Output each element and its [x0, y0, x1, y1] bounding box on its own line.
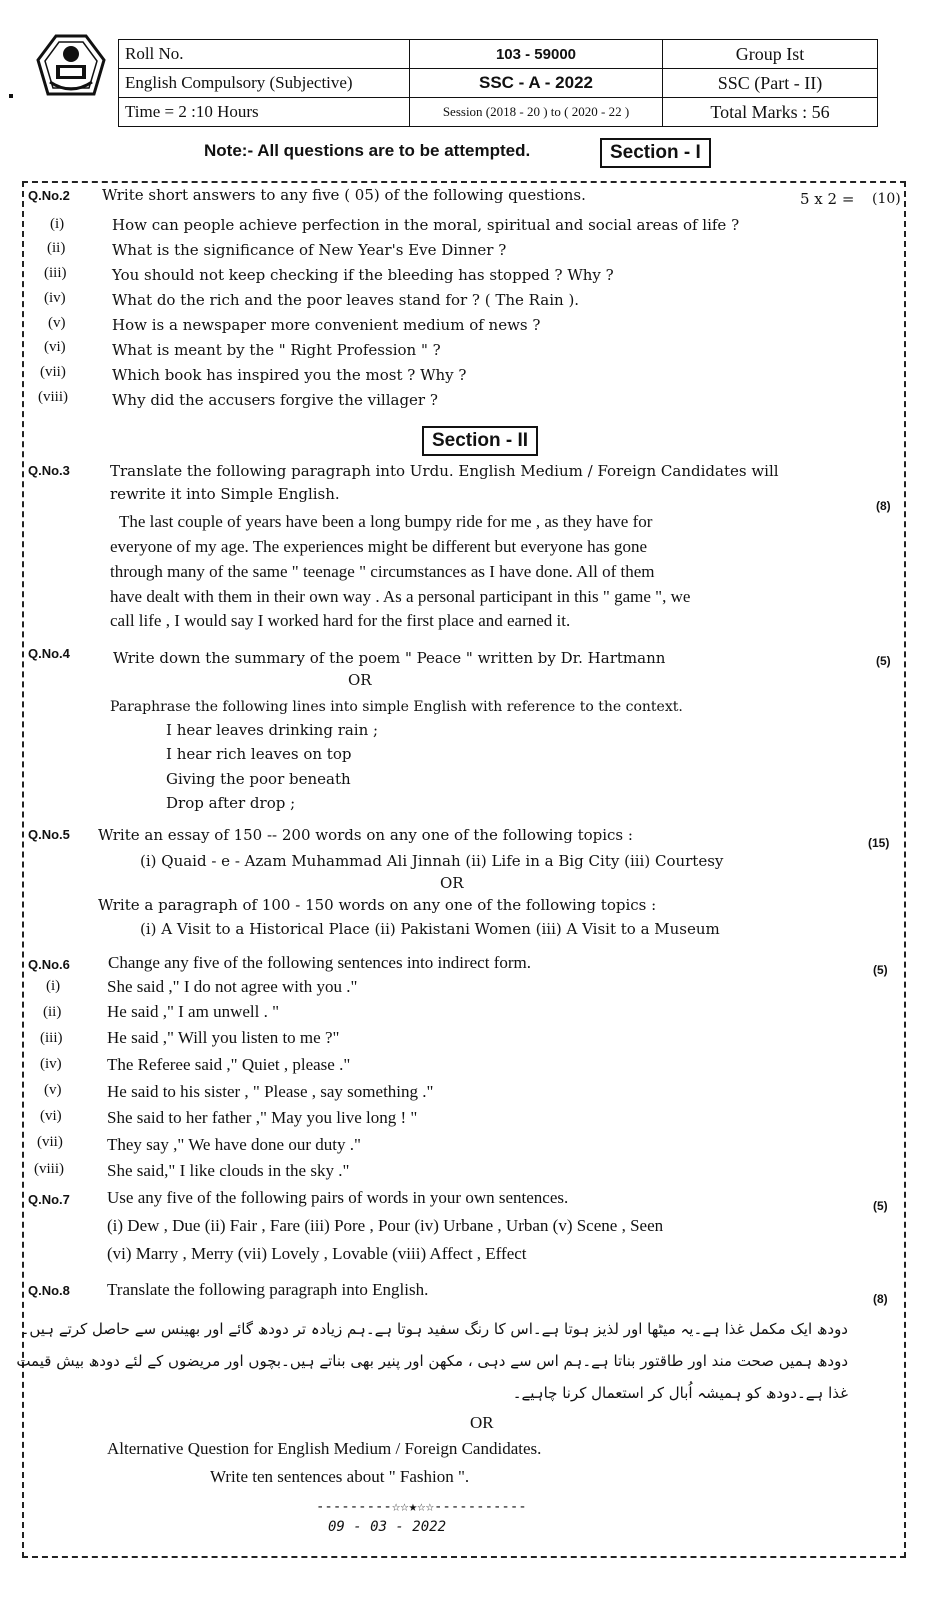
q6-item-text: She said to her father ," May you live long ! ": [107, 1108, 418, 1127]
q3-instruction-2: rewrite it into Simple English.: [110, 485, 340, 503]
q2-item-number: (iv): [44, 290, 66, 306]
q7-marks: (5): [873, 1199, 888, 1213]
q3-paragraph-line: call life , I would say I worked hard for the first place and earned it.: [110, 611, 571, 630]
q7-instruction: Use any five of the following pairs of words in your own sentences.: [107, 1188, 569, 1207]
q2-item-text: How is a newspaper more convenient medium of news ?: [112, 316, 541, 334]
q2-item-number: (viii): [38, 389, 68, 405]
q6-item-number: (vii): [37, 1134, 63, 1150]
poem-line: I hear leaves drinking rain ;: [166, 721, 379, 739]
subject-label: English Compulsory (Subjective): [119, 69, 410, 98]
q6-item-text: He said ," I am unwell . ": [107, 1002, 280, 1021]
q6-item-number: (iv): [40, 1056, 62, 1072]
q7-number: Q.No.7: [28, 1192, 70, 1207]
q4-marks: (5): [876, 654, 891, 668]
q6-instruction: Change any five of the following sentences into indirect form.: [108, 953, 531, 972]
q2-marks: (10): [872, 191, 901, 207]
q2-item-text: What is meant by the " Right Profession " ?: [112, 341, 441, 359]
total-marks: Total Marks : 56: [663, 98, 878, 127]
q2-item-number: (iii): [44, 265, 67, 281]
roll-label: Roll No.: [119, 40, 410, 69]
q3-number: Q.No.3: [28, 463, 70, 478]
q7-pairs-2: (vi) Marry , Merry (vii) Lovely , Lovable (viii) Affect , Effect: [107, 1244, 527, 1263]
q4-number: Q.No.4: [28, 646, 70, 661]
q2-item-text: How can people achieve perfection in the moral, spiritual and social areas of life ?: [112, 216, 740, 234]
q3-marks: (8): [876, 499, 891, 513]
urdu-paragraph-line: دودھ ہمیں صحت مند اور طاقتور بناتا ہے۔ہم اس سے دہی ، مکھن اور پنیر بھی بناتے ہیں۔بچوں اور مریضوں کے لئے دودھ بیش قیمت: [16, 1352, 848, 1370]
q6-item-number: (ii): [43, 1004, 62, 1020]
q2-item-text: What is the significance of New Year's Eve Dinner ?: [112, 241, 507, 259]
q3-instruction: Translate the following paragraph into Urdu. English Medium / Foreign Candidates will: [110, 462, 779, 480]
q4-instruction-2: Paraphrase the following lines into simple English with reference to the context.: [110, 699, 683, 715]
q2-item-text: What do the rich and the poor leaves stand for ? ( The Rain ).: [112, 291, 580, 309]
q3-paragraph-line: The last couple of years have been a long bumpy ride for me , as they have for: [119, 512, 653, 531]
q3-paragraph-line: through many of the same " teenage " circumstances as I have done. All of them: [110, 562, 655, 581]
q2-item-number: (v): [48, 315, 66, 331]
q4-instruction: Write down the summary of the poem " Peace " written by Dr. Hartmann: [113, 649, 666, 667]
q8-or: OR: [470, 1413, 494, 1432]
q8-alternative-2: Write ten sentences about " Fashion ".: [210, 1467, 470, 1486]
q5-number: Q.No.5: [28, 827, 70, 842]
q8-marks: (8): [873, 1292, 888, 1306]
group-label: Group Ist: [663, 40, 878, 69]
q6-item-number: (viii): [34, 1161, 64, 1177]
q8-instruction: Translate the following paragraph into English.: [107, 1280, 429, 1299]
q3-paragraph-line: everyone of my age. The experiences might be different but everyone has gone: [110, 537, 648, 556]
part-label: SSC (Part - II): [663, 69, 878, 98]
q2-item-number: (vii): [40, 364, 66, 380]
time-label: Time = 2 :10 Hours: [119, 98, 410, 127]
q2-item-number: (vi): [44, 339, 66, 355]
footer-date: 09 - 03 - 2022: [328, 1519, 447, 1535]
q5-topics-2: (i) A Visit to a Historical Place (ii) Pakistani Women (iii) A Visit to a Museum: [140, 920, 720, 938]
q2-item-text: Why did the accusers forgive the villager ?: [112, 391, 438, 409]
q8-number: Q.No.8: [28, 1283, 70, 1298]
dot-mark: [9, 94, 13, 98]
q3-paragraph-line: have dealt with them in their own way . As a personal participant in this " game ", we: [110, 587, 691, 606]
q4-or: OR: [348, 671, 372, 689]
q2-item-text: Which book has inspired you the most ? Why ?: [112, 366, 467, 384]
q2-item-number: (ii): [47, 240, 66, 256]
q5-instruction-2: Write a paragraph of 100 - 150 words on any one of the following topics :: [98, 896, 657, 914]
section-2-heading: Section - II: [422, 426, 538, 456]
footer-stars: ---------☆☆★☆☆-----------: [316, 1499, 527, 1515]
q5-or: OR: [440, 874, 464, 892]
poem-line: I hear rich leaves on top: [166, 745, 352, 763]
section-1-heading: Section - I: [600, 138, 711, 168]
q6-number: Q.No.6: [28, 957, 70, 972]
q6-item-text: She said," I like clouds in the sky .": [107, 1161, 350, 1180]
urdu-paragraph-line: غذا ہے۔دودھ کو ہمیشہ اُبال کر استعمال کرنا چاہیے۔: [512, 1384, 848, 1402]
q2-marks-calc: 5 x 2 =: [800, 190, 855, 208]
q6-item-text: They say ," We have done our duty .": [107, 1135, 361, 1154]
header-table: [118, 39, 878, 127]
poem-line: Drop after drop ;: [166, 794, 296, 812]
q6-item-text: The Referee said ," Quiet , please .": [107, 1055, 351, 1074]
q5-marks: (15): [868, 836, 890, 850]
q5-instruction: Write an essay of 150 -- 200 words on any one of the following topics :: [98, 826, 633, 844]
q6-marks: (5): [873, 963, 888, 977]
q5-topics: (i) Quaid - e - Azam Muhammad Ali Jinnah (ii) Life in a Big City (iii) Courtesy: [140, 852, 724, 870]
instructions-note: Note:- All questions are to be attempted.: [204, 141, 531, 160]
urdu-paragraph-line: دودھ ایک مکمل غذا ہے۔یہ میٹھا اور لذیز ہوتا ہے۔اس کا رنگ سفید ہوتا ہے۔ہم زیادہ تر دودھ گائے اور بھینس سے حاصل کرتے ہیں۔: [20, 1320, 848, 1338]
exam-label: SSC - A - 2022: [410, 69, 663, 98]
q6-item-text: She said ," I do not agree with you .": [107, 977, 358, 996]
q6-item-number: (v): [44, 1082, 62, 1098]
poem-line: Giving the poor beneath: [166, 770, 351, 788]
q7-pairs: (i) Dew , Due (ii) Fair , Fare (iii) Pore , Pour (iv) Urbane , Urban (v) Scene , Seen: [107, 1216, 664, 1235]
q6-item-text: He said ," Will you listen to me ?": [107, 1028, 340, 1047]
board-logo: [36, 32, 106, 102]
session-label: Session (2018 - 20 ) to ( 2020 - 22 ): [410, 98, 663, 127]
q6-item-text: He said to his sister , " Please , say something .": [107, 1082, 434, 1101]
q2-item-number: (i): [50, 216, 65, 232]
roll-value: 103 - 59000: [410, 40, 663, 69]
q2-item-text: You should not keep checking if the bleeding has stopped ? Why ?: [112, 266, 614, 284]
q2-number: Q.No.2: [28, 188, 70, 203]
q8-alternative: Alternative Question for English Medium / Foreign Candidates.: [107, 1439, 542, 1458]
q6-item-number: (iii): [40, 1030, 63, 1046]
q6-item-number: (vi): [40, 1108, 62, 1124]
q6-item-number: (i): [46, 978, 61, 994]
q2-instruction: Write short answers to any five ( 05) of the following questions.: [102, 186, 586, 204]
